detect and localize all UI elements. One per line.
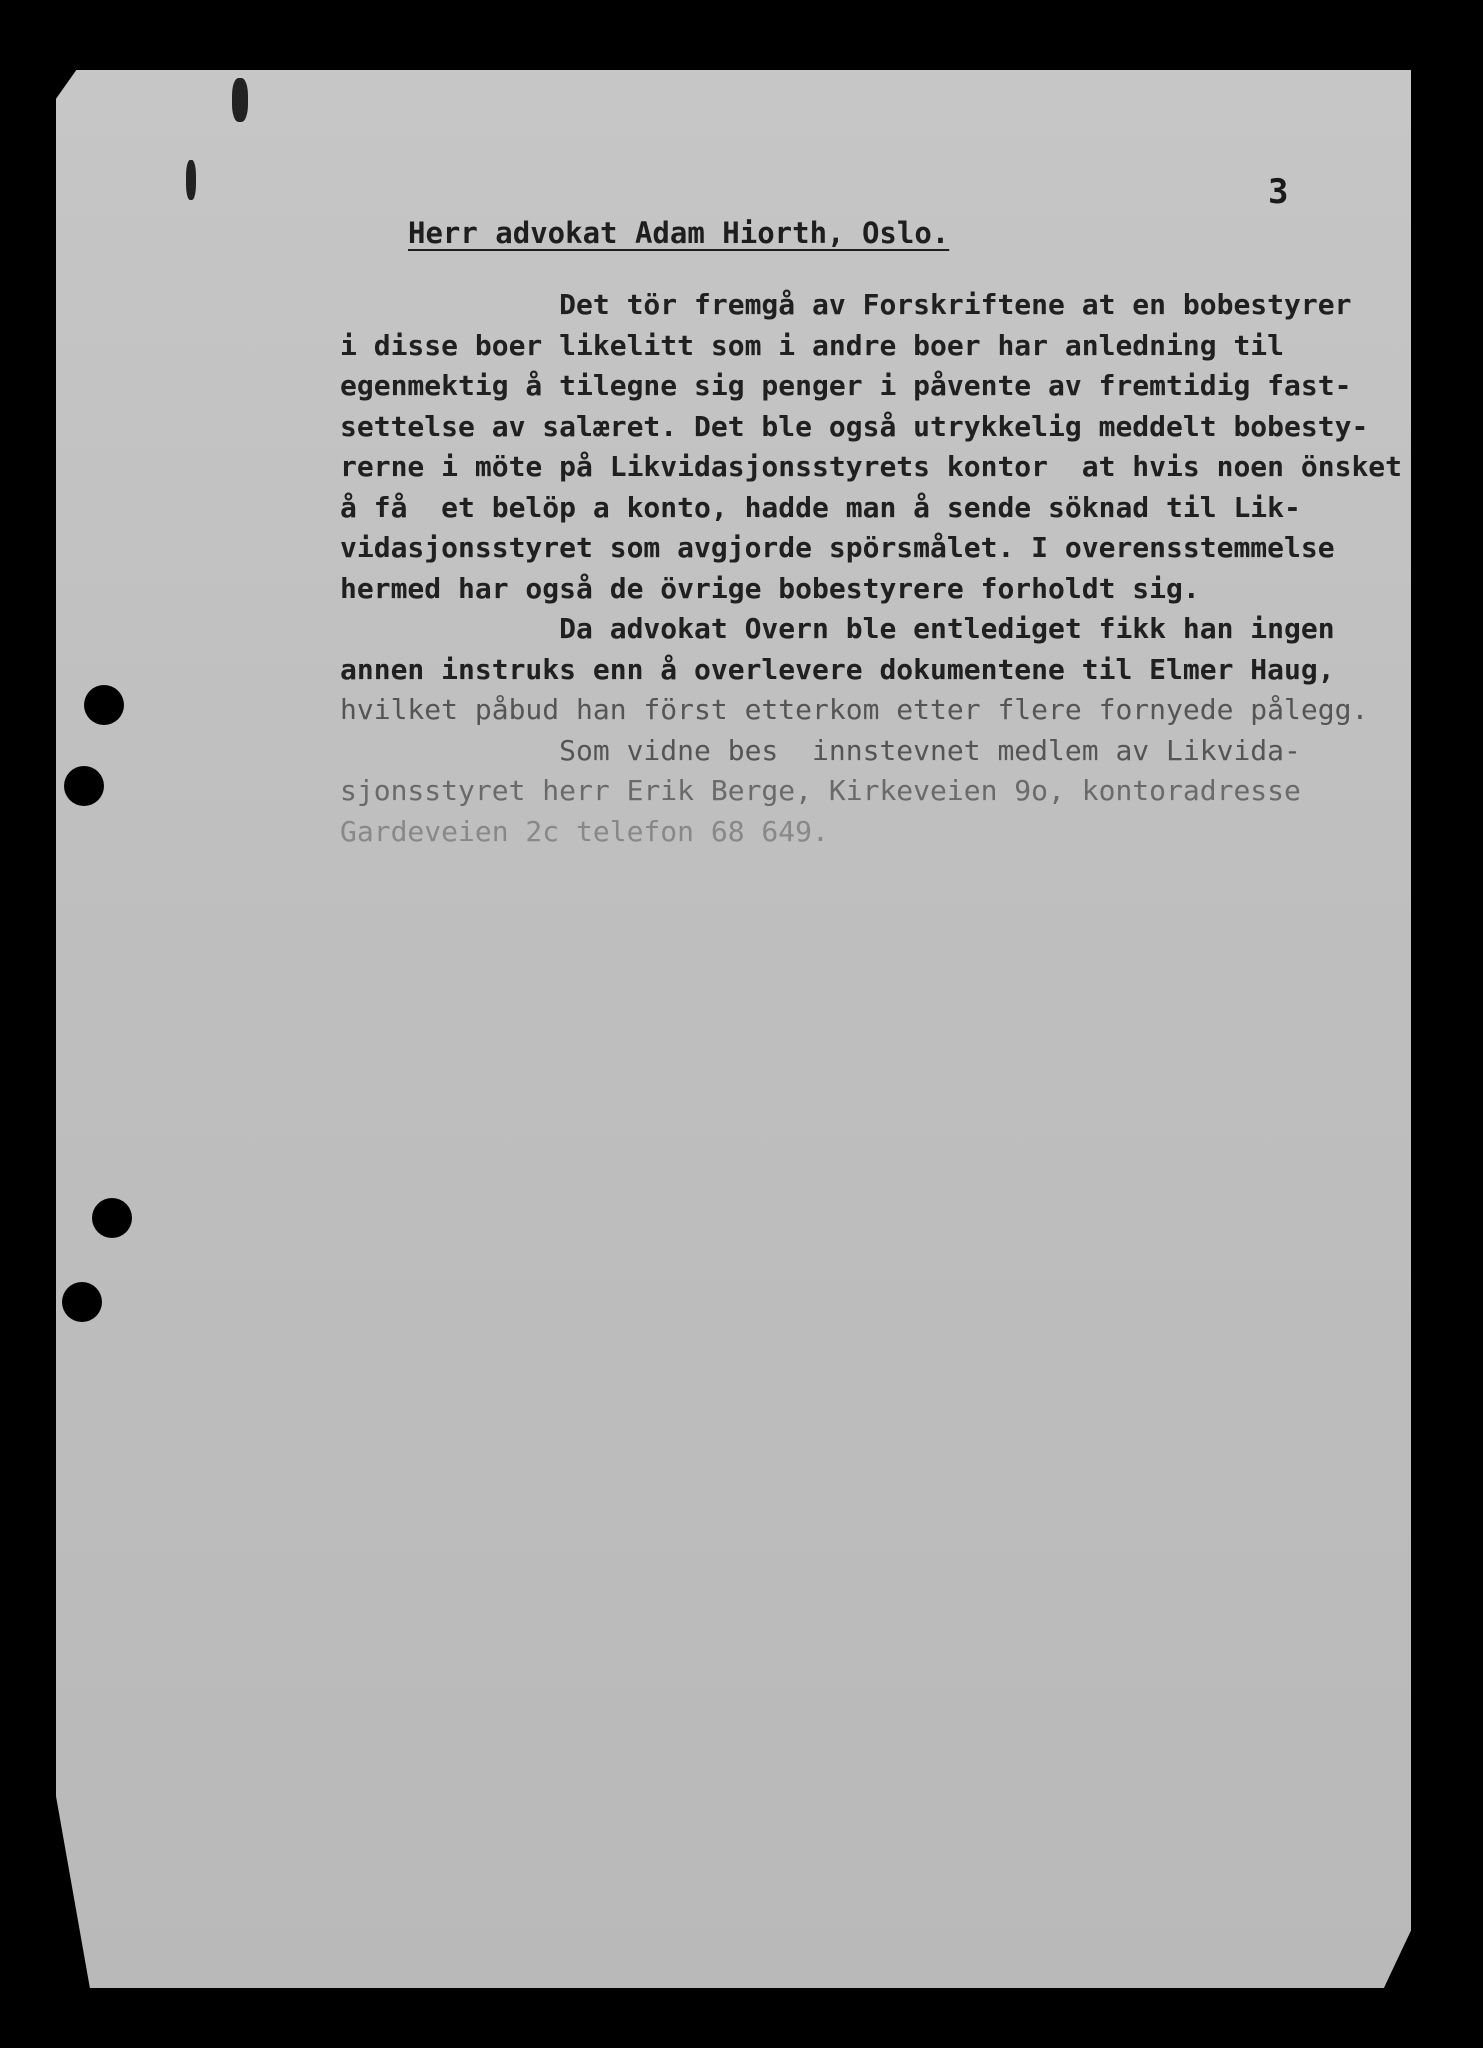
ink-smudge: [232, 78, 248, 122]
body-line: annen instruks enn å overlevere dokumentene til Elmer Haug,: [340, 652, 1335, 686]
body-line: Da advokat Overn ble entlediget fikk han ingen: [340, 612, 1335, 645]
body-line: Det tör fremgå av Forskriftene at en bobestyrer: [340, 288, 1352, 321]
body-line: Gardeveien 2c telefon 68 649.: [340, 814, 829, 848]
body-line: settelse av salæret. Det ble også utrykkelig meddelt bobesty-: [340, 409, 1369, 443]
addressee-heading: Herr advokat Adam Hiorth, Oslo.: [408, 216, 950, 250]
punch-hole: [84, 685, 124, 725]
punch-hole: [64, 766, 104, 806]
punch-hole: [62, 1282, 102, 1322]
body-line: egenmektig å tilegne sig penger i påvente av fremtidig fast-: [340, 369, 1352, 402]
page-number: 3: [1268, 172, 1289, 212]
body-line: vidasjonsstyret som avgjorde spörsmålet. I overensstemmelse: [340, 531, 1335, 564]
letter-body: [340, 285, 1410, 852]
punch-hole: [92, 1198, 132, 1238]
ink-smudge: [186, 160, 196, 200]
body-line: rerne i möte på Likvidasjonsstyrets kontor at hvis noen önsket: [340, 450, 1403, 483]
body-line: hvilket påbud han först etterkom etter flere fornyede pålegg.: [340, 693, 1369, 726]
body-line: i disse boer likelitt som i andre boer har anledning til: [340, 328, 1285, 362]
body-line: Som vidne bes innstevnet medlem av Likvida-: [340, 733, 1301, 767]
body-line: hermed har også de övrige bobestyrere forholdt sig.: [340, 571, 1200, 605]
body-line: å få et belöp a konto, hadde man å sende söknad til Lik-: [340, 490, 1301, 524]
body-line: sjonsstyret herr Erik Berge, Kirkeveien 9o, kontoradresse: [340, 774, 1301, 807]
